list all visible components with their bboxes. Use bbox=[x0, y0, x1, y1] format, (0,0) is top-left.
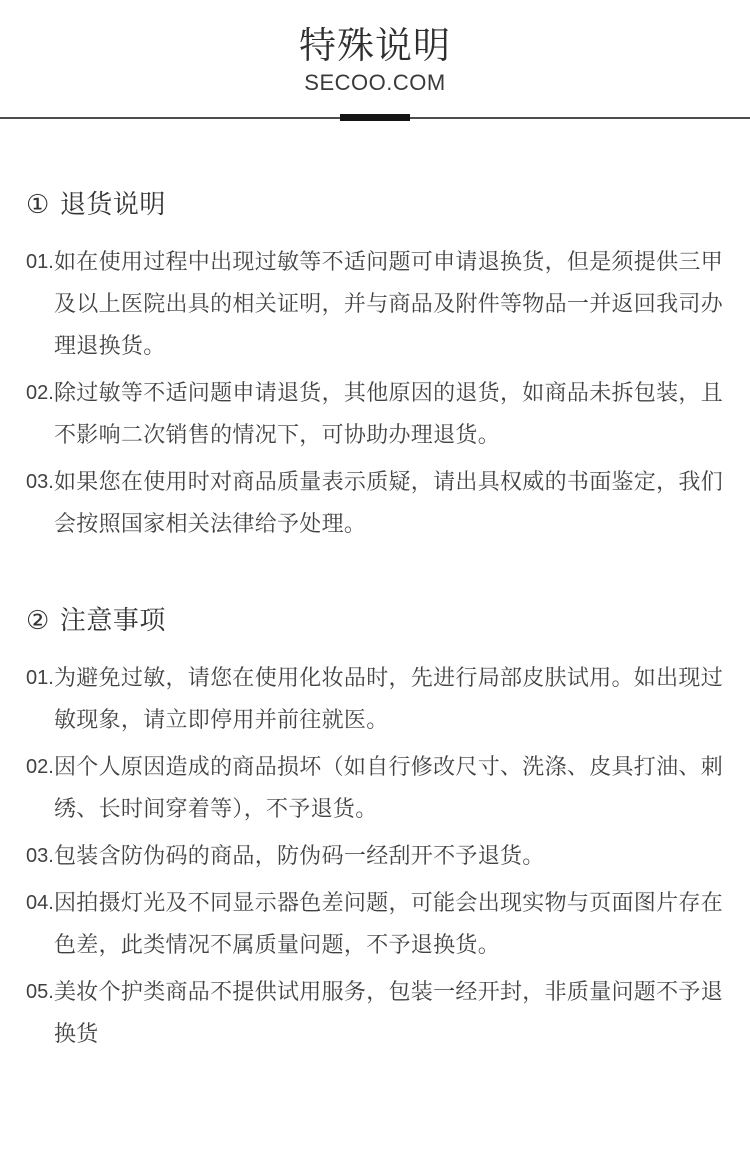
list-item bbox=[26, 882, 726, 966]
item-text: 美妆个护类商品不提供试用服务，包装一经开封，非质量问题不予退换货 bbox=[54, 979, 724, 1046]
item-number: 02. bbox=[26, 756, 54, 778]
item-number: 01. bbox=[26, 251, 54, 273]
section-title: 注意事项 bbox=[59, 605, 166, 635]
special-instructions-page bbox=[0, 24, 750, 1174]
item-text: 如果您在使用时对商品质量表示质疑，请出具权威的书面鉴定，我们会按照国家相关法律给予处理。 bbox=[54, 469, 724, 536]
list-item bbox=[26, 372, 726, 456]
list-item bbox=[26, 461, 726, 545]
brand-domain: SECOO.COM bbox=[304, 70, 446, 95]
item-number: 01. bbox=[26, 667, 54, 689]
item-text: 因拍摄灯光及不同显示器色差问题，可能会出现实物与页面图片存在色差，此类情况不属质量问题，不予退换货。 bbox=[54, 890, 724, 957]
divider-accent bbox=[340, 114, 410, 121]
item-number: 02. bbox=[26, 382, 54, 404]
section-return-policy bbox=[26, 189, 724, 545]
item-number: 05. bbox=[26, 981, 54, 1003]
section-number: ① bbox=[26, 189, 50, 219]
item-text: 因个人原因造成的商品损坏（如自行修改尺寸、洗涤、皮具打油、刺绣、长时间穿着等），不予退货。 bbox=[54, 754, 724, 821]
section-heading bbox=[26, 189, 724, 219]
items-list bbox=[26, 241, 726, 545]
content bbox=[0, 189, 750, 1055]
section-heading bbox=[26, 605, 724, 635]
list-item bbox=[26, 241, 726, 367]
list-item bbox=[26, 746, 726, 830]
item-text: 为避免过敏，请您在使用化妆品时，先进行局部皮肤试用。如出现过敏现象，请立即停用并前往就医。 bbox=[54, 665, 724, 732]
item-text: 如在使用过程中出现过敏等不适问题可申请退换货，但是须提供三甲及以上医院出具的相关证明，并与商品及附件等物品一并返回我司办理退换货。 bbox=[54, 249, 724, 358]
page-title: 特殊说明 bbox=[299, 25, 451, 66]
item-text: 除过敏等不适问题申请退货，其他原因的退货，如商品未拆包装，且不影响二次销售的情况下，可协助办理退货。 bbox=[54, 380, 724, 447]
item-number: 03. bbox=[26, 845, 54, 867]
item-number: 03. bbox=[26, 471, 54, 493]
section-notes bbox=[26, 605, 724, 1055]
list-item bbox=[26, 835, 726, 877]
section-title: 退货说明 bbox=[59, 189, 166, 219]
list-item bbox=[26, 657, 726, 741]
items-list bbox=[26, 657, 726, 1055]
item-number: 04. bbox=[26, 892, 54, 914]
divider bbox=[0, 117, 750, 119]
header bbox=[0, 24, 750, 96]
section-number: ② bbox=[26, 605, 50, 635]
item-text: 包装含防伪码的商品，防伪码一经刮开不予退货。 bbox=[54, 843, 545, 868]
list-item bbox=[26, 971, 726, 1055]
